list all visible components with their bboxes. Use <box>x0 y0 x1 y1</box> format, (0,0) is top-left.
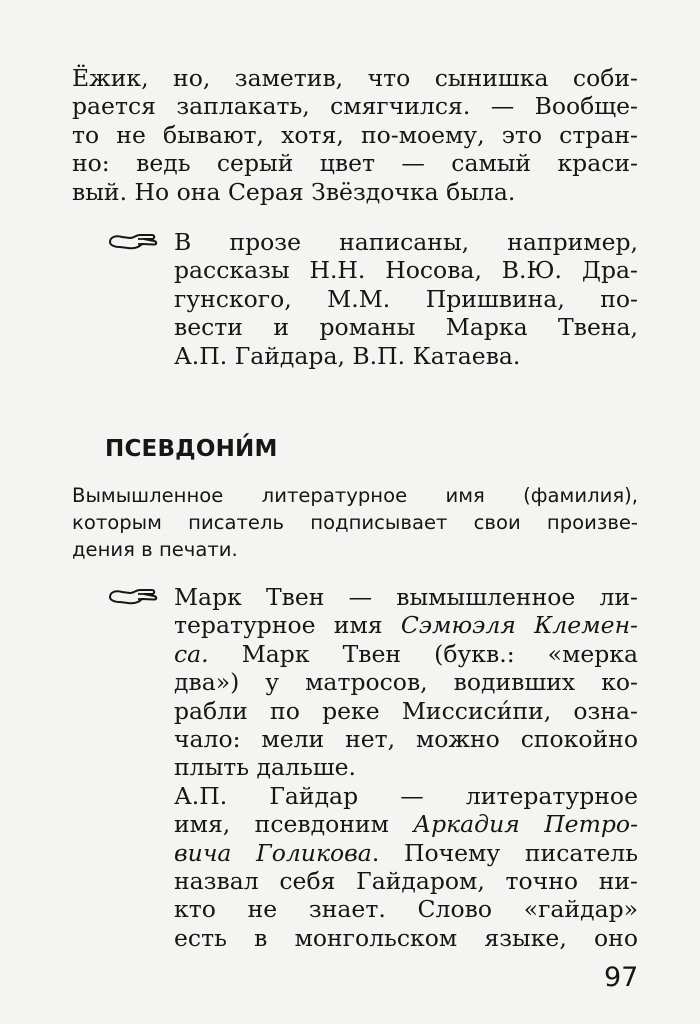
text-line: которым писатель подписывает свои произве- <box>72 511 638 535</box>
text-line: вый. Но она Серая Звёздочка была. <box>72 177 516 206</box>
text-line: А.П. Гайдара, В.П. Катаева. <box>174 341 521 370</box>
italic-name: Сэмюэля Клемен- <box>400 611 638 640</box>
text-line: кто не знает. Слово «гайдар» <box>174 895 638 924</box>
text-line: А.П. Гайдар — литературное <box>174 781 638 810</box>
page-number: 97 <box>604 962 639 993</box>
text-line: Ёжик, но, заметив, что сынишка соби- <box>72 64 638 92</box>
text-line: рается заплакать, смягчился. — Вообще- <box>72 92 638 121</box>
text-line: тературное имя Сэмюэля Клемен- <box>174 611 638 640</box>
text-line: Вымышленное литературное имя (фамилия), <box>72 484 638 507</box>
term-heading: ПСЕВДОНИ́М <box>105 436 278 462</box>
text-line: са. Марк Твен (букв.: «мерка <box>174 639 638 668</box>
text-line: рабли по реке Миссиси́пи, озна- <box>174 696 638 725</box>
italic-name: Аркадия Петро- <box>413 810 639 839</box>
text-line: Марк Твен — вымышленное ли- <box>174 583 638 611</box>
italic-name: вича Голикова <box>174 838 372 867</box>
text-line: В прозе написаны, например, <box>174 228 638 256</box>
text-line: но: ведь серый цвет — самый краси- <box>72 149 638 178</box>
text-line: два») у матросов, водивших ко- <box>174 668 638 697</box>
text-line: плыть дальше. <box>174 753 356 782</box>
italic-name: са. <box>174 639 209 668</box>
text-line: имя, псевдоним Аркадия Петро- <box>174 810 639 839</box>
text-line: рассказы Н.Н. Носова, В.Ю. Дра- <box>174 256 638 285</box>
text-line: то не бывают, хотя, по-моему, это стран- <box>72 120 638 149</box>
story-paragraph <box>72 64 638 206</box>
example-prose <box>174 228 638 370</box>
text-line: есть в монгольском языке, оно <box>174 923 638 952</box>
pointing-hand-icon <box>108 587 158 607</box>
text-line: чало: мели нет, можно спокойно <box>174 725 638 754</box>
text-line: назвал себя Гайдаром, точно ни- <box>174 867 638 896</box>
text-line: гунского, М.М. Пришвина, по- <box>174 284 638 313</box>
text-line: дения в печати. <box>72 538 238 562</box>
pointing-hand-icon <box>108 232 158 252</box>
term-definition <box>72 482 638 564</box>
text-line: вести и романы Марка Твена, <box>174 313 638 342</box>
text-line: вича Голикова. Почему писатель <box>174 838 638 867</box>
example-pseudonym <box>174 583 638 952</box>
